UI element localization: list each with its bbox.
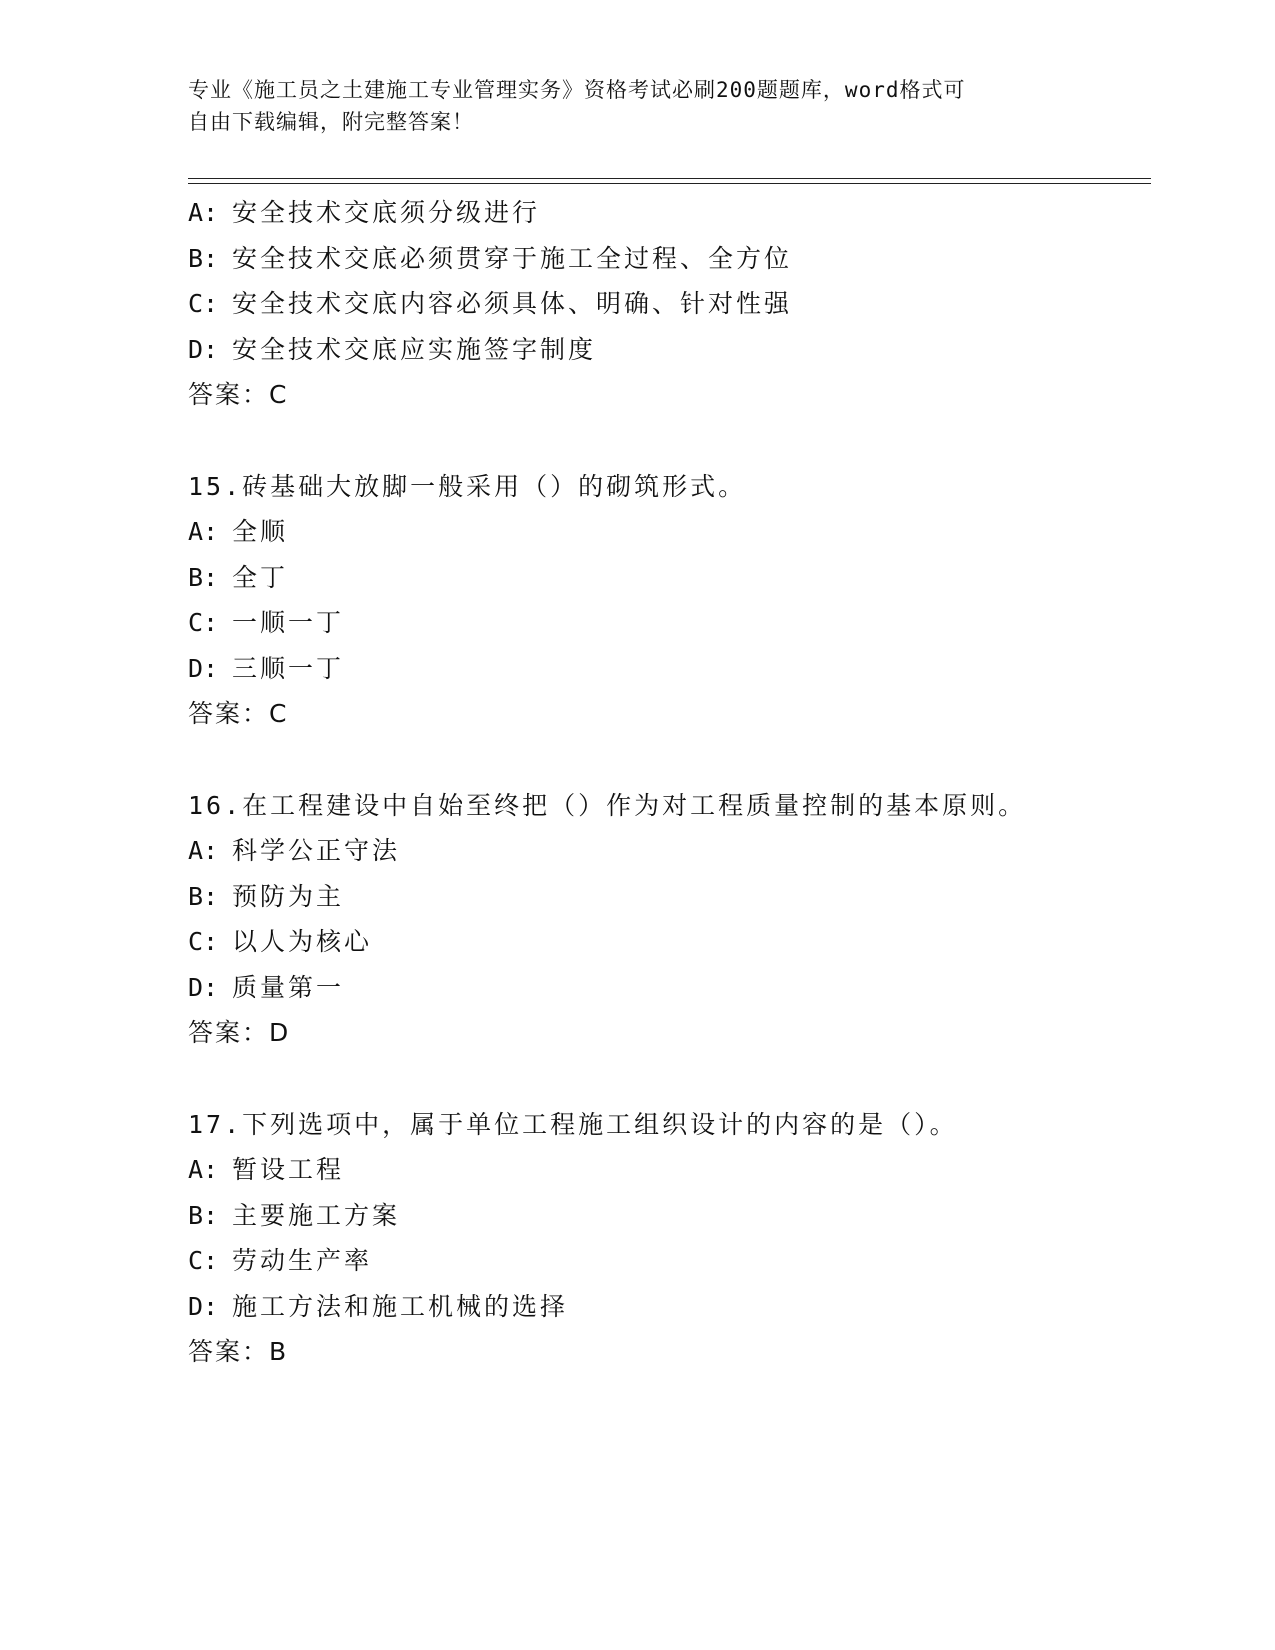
option-b: B: 主要施工方案 (188, 1200, 401, 1230)
question-stem: 16.在工程建设中自始至终把（）作为对工程质量控制的基本原则。 (188, 790, 1027, 820)
document-header (188, 74, 1068, 138)
option-d: D: 三顺一丁 (188, 653, 345, 683)
answer-line: 答案：C (188, 380, 289, 409)
option-b: B: 安全技术交底必须贯穿于施工全过程、全方位 (188, 243, 793, 273)
header-line-2: 自由下载编辑，附完整答案！ (188, 110, 474, 134)
question-stem: 17.下列选项中，属于单位工程施工组织设计的内容的是（）。 (188, 1109, 958, 1139)
question-17 (188, 1102, 1148, 1375)
answer-line: 答案：C (188, 699, 289, 728)
option-a: A: 全顺 (188, 517, 289, 546)
option-c: C: 安全技术交底内容必须具体、明确、针对性强 (188, 289, 793, 318)
option-d: D: 安全技术交底应实施签字制度 (188, 334, 597, 364)
question-stem: 15.砖基础大放脚一般采用（）的砌筑形式。 (188, 471, 747, 501)
question-16 (188, 783, 1148, 1056)
option-c: C: 以人为核心 (188, 927, 373, 956)
option-a: A: 安全技术交底须分级进行 (188, 198, 541, 227)
header-divider-top (188, 178, 1151, 179)
header-divider-bottom (188, 183, 1151, 184)
option-b: B: 预防为主 (188, 881, 345, 911)
answer-line: 答案：B (188, 1337, 289, 1366)
option-a: A: 科学公正守法 (188, 836, 401, 865)
option-c: C: 劳动生产率 (188, 1246, 373, 1275)
option-b: B: 全丁 (188, 562, 289, 592)
header-line-1: 专业《施工员之土建施工专业管理实务》资格考试必刷200题题库，word格式可 (188, 78, 966, 102)
option-c: C: 一顺一丁 (188, 608, 345, 637)
answer-line: 答案：D (188, 1018, 291, 1047)
option-d: D: 质量第一 (188, 972, 345, 1002)
question-list (188, 190, 1148, 1375)
question-15 (188, 464, 1148, 737)
question-14-continuation (188, 190, 1148, 418)
option-a: A: 暂设工程 (188, 1155, 345, 1184)
option-d: D: 施工方法和施工机械的选择 (188, 1291, 569, 1321)
